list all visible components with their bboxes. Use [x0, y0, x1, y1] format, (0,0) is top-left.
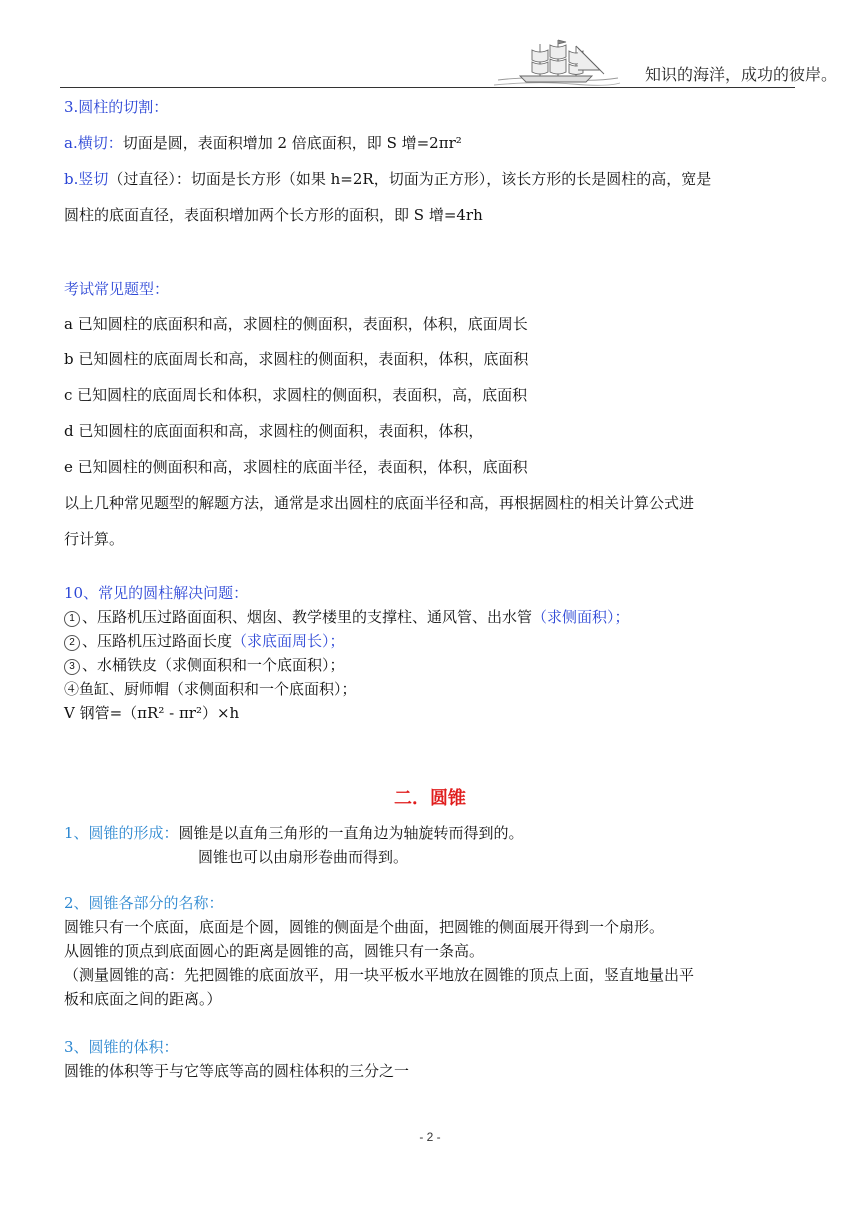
header-motto: 知识的海洋，成功的彼岸。 — [645, 65, 838, 84]
exam-item-d: d 已知圆柱的底面面积和高，求圆柱的侧面积，表面积，体积， — [64, 422, 484, 440]
horizontal-cut-text: 切面是圆，表面积增加 2 倍底面积，即 S 增=2πr² — [122, 134, 462, 152]
vertical-cut-text: （过直径）：切面是长方形（如果 h=2R，切面为正方形），该长方形的长是圆柱的高，宽是 — [108, 170, 712, 188]
problem-item-1-note: （求侧面积）； — [532, 608, 630, 626]
exam-summary-cont: 行计算。 — [64, 530, 125, 548]
exam-types-heading: 考试常见题型： — [64, 280, 170, 298]
exam-item-e: e 已知圆柱的侧面积和高，求圆柱的底面半径，表面积，体积，底面积 — [64, 458, 528, 476]
vertical-cut-text-cont: 圆柱的底面直径，表面积增加两个长方形的面积，即 S 增=4rh — [64, 206, 483, 224]
exam-item-b: b 已知圆柱的底面周长和高，求圆柱的侧面积，表面积，体积，底面积 — [64, 350, 529, 368]
section-10-heading: 10、常见的圆柱解决问题： — [64, 584, 249, 602]
circled-number-2: 2 — [64, 635, 80, 651]
problem-item-1-text: 、压路机压过路面面积、烟囱、教学楼里的支撑柱、通风管、出水管 — [82, 608, 533, 626]
problem-item-1 — [64, 606, 630, 627]
exam-summary: 以上几种常见题型的解题方法，通常是求出圆柱的底面半径和高，再根据圆柱的相关计算公式进 — [64, 494, 695, 512]
section-3-heading: 3.圆柱的切割： — [64, 98, 169, 116]
circled-number-1: 1 — [64, 611, 80, 627]
cone-parts-heading: 2、圆锥各部分的名称： — [64, 894, 224, 912]
horizontal-cut-label: a.横切： — [64, 134, 123, 152]
horizontal-cut-line — [64, 132, 462, 153]
cone-parts-line-2: 从圆锥的顶点到底面圆心的距离是圆锥的高，圆锥只有一条高。 — [64, 942, 485, 960]
cone-parts-line-4: 板和底面之间的距离。） — [64, 990, 222, 1008]
problem-item-3 — [64, 654, 345, 675]
cone-volume-heading: 3、圆锥的体积： — [64, 1038, 179, 1056]
cone-section-title: 二．圆锥 — [394, 788, 466, 809]
problem-item-2 — [64, 630, 345, 651]
header-rule — [60, 87, 795, 88]
problem-item-3-text: 、水桶铁皮（求侧面积和一个底面积）； — [82, 656, 345, 674]
problem-item-2-text: 、压路机压过路面长度 — [82, 632, 233, 650]
vertical-cut-line — [64, 168, 711, 189]
exam-item-c: c 已知圆柱的底面周长和体积，求圆柱的侧面积，表面积，高，底面积 — [64, 386, 528, 404]
problem-item-4: ④鱼缸、厨师帽（求侧面积和一个底面积）； — [64, 680, 357, 698]
cone-parts-line-1: 圆锥只有一个底面，底面是个圆，圆锥的侧面是个曲面，把圆锥的侧面展开得到一个扇形。 — [64, 918, 665, 936]
cone-parts-line-3: （测量圆锥的高：先把圆锥的底面放平，用一块平板水平地放在圆锥的顶点上面，竖直地量出平 — [64, 966, 695, 984]
cone-formation-label: 1、圆锥的形成： — [64, 824, 179, 842]
cone-volume-text: 圆锥的体积等于与它等底等高的圆柱体积的三分之一 — [64, 1062, 410, 1080]
problem-item-2-note: （求底面周长）； — [232, 632, 345, 650]
sailing-ship-logo — [492, 36, 622, 88]
cone-formation-line — [64, 822, 524, 843]
steel-pipe-formula: V 钢管=（πR² - πr²）×h — [64, 704, 240, 722]
page-number: - 2 - — [419, 1130, 441, 1144]
cone-formation-text: 圆锥是以直角三角形的一直角边为轴旋转而得到的。 — [178, 824, 524, 842]
vertical-cut-label: b.竖切 — [64, 170, 109, 188]
cone-formation-text-2: 圆锥也可以由扇形卷曲而得到。 — [198, 848, 409, 866]
page-header — [60, 36, 838, 88]
exam-item-a: a 已知圆柱的底面积和高，求圆柱的侧面积，表面积，体积，底面周长 — [64, 315, 528, 333]
circled-number-3: 3 — [64, 659, 80, 675]
